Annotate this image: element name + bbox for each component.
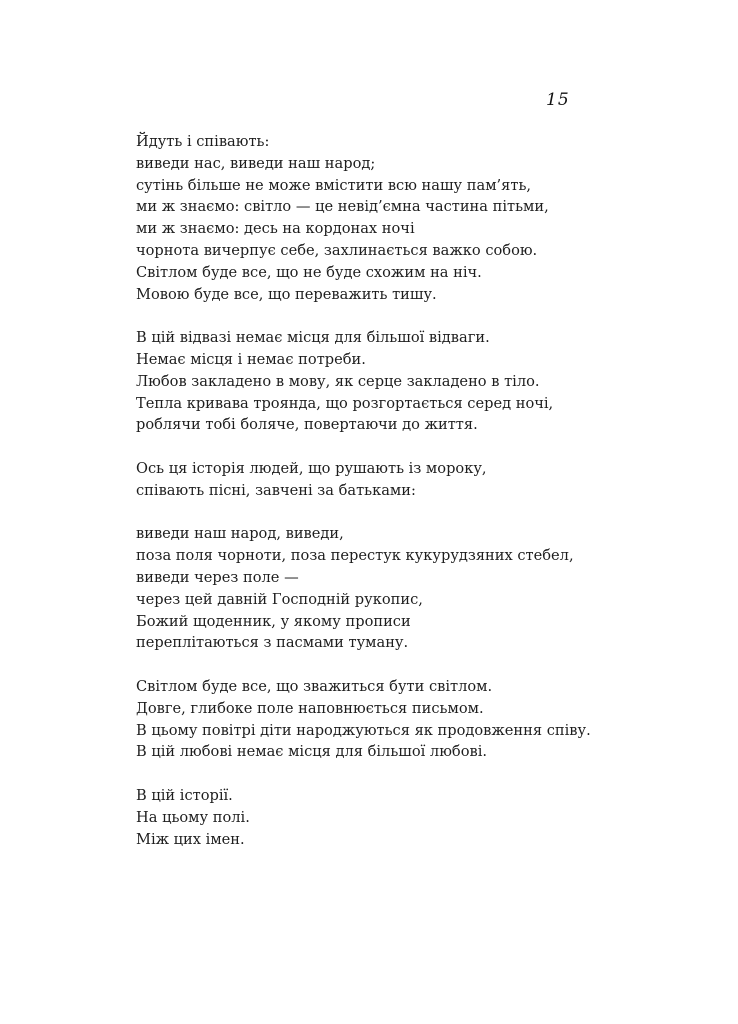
poem-line: В цій історії.	[136, 786, 233, 804]
poem-line: виведи через поле —	[136, 568, 299, 586]
poem-line: через цей давній Господній рукопис,	[136, 590, 423, 608]
stanza	[136, 458, 716, 502]
poem-line: Божий щоденник, у якому прописи	[136, 612, 411, 630]
poem-line: роблячи тобі боляче, повертаючи до життя.	[136, 416, 478, 434]
poem-line: Тепла кривава троянда, що розгортається серед ночі,	[136, 394, 554, 412]
poem-body	[136, 131, 716, 872]
poem-line: Між цих імен.	[136, 830, 245, 848]
poem-line: Немає місця і немає потреби.	[136, 350, 366, 368]
poem-line: переплітаються з пасмами туману.	[136, 634, 409, 652]
poem-line: виведи наш народ, виведи,	[136, 525, 344, 543]
poem-line: В цьому повітрі діти народжуються як продовження співу.	[136, 721, 591, 739]
stanza	[136, 131, 716, 305]
poem-line: Світлом буде все, що зважиться бути світлом.	[136, 677, 493, 695]
poem-line: поза поля чорноти, поза перестук кукурудзяних стебел,	[136, 547, 574, 565]
poem-line: Довге, глибоке поле наповнюється письмом.	[136, 699, 484, 717]
poem-line: На цьому полі.	[136, 808, 250, 826]
poem-line: Ось ця історія людей, що рушають із мороку,	[136, 459, 487, 477]
poem-line: Світлом буде все, що не буде схожим на ніч.	[136, 263, 482, 281]
poem-line: ми ж знаємо: світло — це невід’ємна частина пітьми,	[136, 198, 549, 216]
poem-line: В цій любові немає місця для більшої любові.	[136, 743, 488, 761]
stanza	[136, 785, 716, 850]
poem-line: виведи нас, виведи наш народ;	[136, 154, 376, 172]
poem-line: В цій відвазі немає місця для більшої відваги.	[136, 329, 490, 347]
stanza	[136, 327, 716, 436]
poem-line: чорнота вичерпує себе, захлинається важко собою.	[136, 241, 538, 259]
poem-line: Мовою буде все, що переважить тишу.	[136, 285, 437, 303]
poem-line: співають пісні, завчені за батьками:	[136, 481, 416, 499]
poem-line: Любов закладено в мову, як серце закладено в тіло.	[136, 372, 540, 390]
poem-line: ми ж знаємо: десь на кордонах ночі	[136, 220, 415, 238]
page-number: 15	[546, 90, 570, 110]
stanza	[136, 523, 716, 654]
poem-line: Йдуть і співають:	[136, 133, 270, 150]
poem-line: сутінь більше не може вмістити всю нашу пам’ять,	[136, 176, 532, 194]
stanza	[136, 676, 716, 763]
